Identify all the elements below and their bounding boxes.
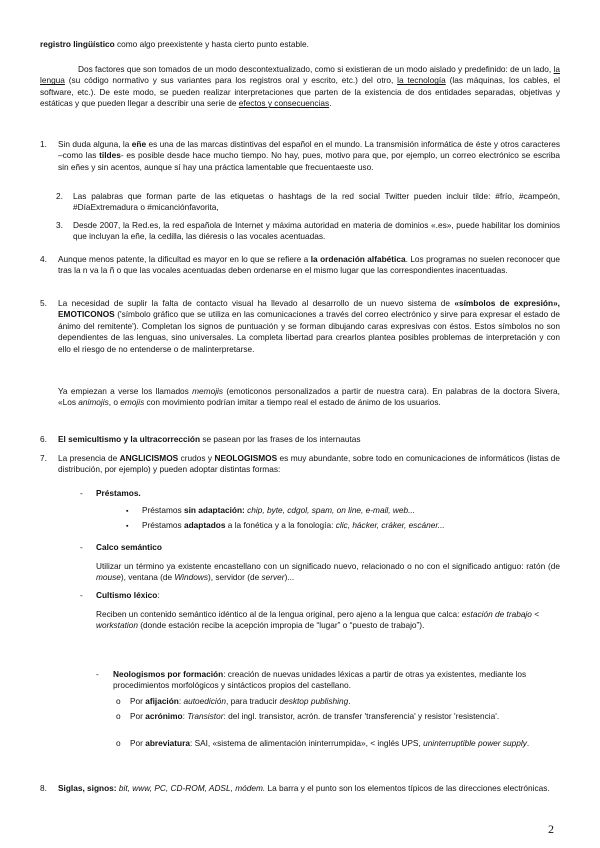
para1-text-c: (las máquinas, los cables, el software, etc.). De este modo, se pueden realizar interpretaciones que parten de la existencia de dos entidades separadas, objetivas y estáticas y que pueden llegar a describir una serie de [40,75,560,109]
calco-c: ), servidor (de [208,572,262,583]
neo2-d: : del ingl. transistor, acrón. de transfer 'transferencia' y resistor 'resistencia'. [223,711,500,721]
intro-bold: registro lingüístico [40,39,115,49]
item7-bold-neologismos: NEOLOGISMOS [214,453,278,463]
neo3-c: : SAI, «sistema de alimentación ininterrumpida», < inglés UPS, [189,738,424,748]
calco-dash: - [80,542,83,552]
item5b-i1: memojis [192,386,224,396]
item5b-d: con movimiento podrían imitar a tiempo real el estado de ánimo de los usuarios. [144,397,441,408]
neo1-d: , para traducir [225,696,280,706]
item5b-i2: animojis [78,397,109,408]
item4-a: Aunque menos patente, la dificultad es mayor en lo que se refiere a [58,254,311,264]
item5b-b: (emoticonos personalizados a partir de nuestra cara). En palabras de la doctora Sivera, «Los [58,386,560,408]
intro-text: como algo preexistente y hasta cierto punto estable. [114,39,309,49]
para1-text-a: Dos factores que son tomados de un modo descontextualizado, como si existieran de un modo aislado y predefinido: de un lado, [78,64,554,74]
neo2-text [130,711,560,722]
sub2-text: Las palabras que forman parte de las etiquetas o hashtags de la red social Twitter pueden incluir tilde: #frío, #campeón, #DíaExtremadura o #micanciónfavorita, [73,191,560,213]
cultismo-example: estación de trabajo < workstation [96,609,540,631]
item8-c: La barra y el punto son los elementos típicos de las direcciones electrónicas. [265,783,550,793]
calco-b: ), ventana (de [120,572,175,583]
para1-lengua: la lengua [40,64,560,86]
item7-c: crudos y [178,453,215,463]
item4-text [58,254,560,277]
neo2-a: Por [130,711,146,721]
neolog-text [113,669,560,692]
item7-number: 7. [40,453,47,463]
item5b-i3: emojis [120,397,145,408]
sub2-number: 2. [56,191,63,201]
para1-text-b: (su código normativo y sus variantes para los registros oral y escrito, etc.) del otro, [64,75,398,86]
neo2-i1: Transistor [187,711,224,721]
item5-text [58,298,560,355]
item1-c: es una de las marcas distintivas del español en el mundo. La transmisión informática de éste y otros caracteres –como las [58,139,560,161]
item5-memojis [58,386,560,409]
calco-text [96,561,560,584]
item4-c: . Los programas no suelen reconocer que tras la n va la ñ o que las vocales acentuadas deben ordenarse en el mismo lugar que las correspondientes inacentuadas. [58,254,560,276]
item5b-a: Ya empiezan a verse los llamados [58,386,193,396]
prestamos-title: Préstamos. [96,488,141,498]
sub3-number: 3. [56,220,63,230]
page-number: 2 [548,822,554,836]
prest1-examples: chip, byte, cdgol, spam, on line, e-mail, web... [244,505,415,515]
item1-d: - es posible desde hace mucho tiempo. No hay, pues, motivo para que, por ejemplo, un correo electrónico se escriba sin eñes y sin acentos, aunque sí hay una práctica lamentable que frecuentaeste uso. [58,150,560,172]
item6-c: se pasean por las frases de los internautas [200,434,361,444]
neo1-a: Por [130,696,146,706]
neolog-desc: : creación de nuevas unidades léxicas a partir de otras ya existentes, mediante los procedimientos morfológicos y sintácticos propios del castellano. [113,669,527,691]
item5-bold: «símbolos de expresión», EMOTICONOS [58,298,560,320]
item5-number: 5. [40,298,47,308]
calco-d: )... [284,572,295,583]
item1-a: Sin duda alguna, la [58,139,132,149]
neo3-bold: abreviatura [145,738,190,748]
neo2-c: : [182,711,188,721]
cultismo-colon: : [157,590,160,600]
prestamos-dash: - [80,488,83,498]
cultismo-text [96,609,560,632]
prest2-bullet: ▪ [126,523,129,530]
item5-a: La necesidad de suplir la falta de contacto visual ha llevado al desarrollo de un nuevo sistema de [58,298,455,308]
calco-a: Utilizar un término ya existente encastellano con un significado nuevo, relacionado o no con el significado antiguo: ratón (de [96,561,560,571]
item1-text [58,139,560,173]
cultismo-title: Cultismo léxico [96,590,158,600]
sub3-text: Desde 2007, la Red.es, la red española de Internet y máxima autoridad en materia de dominios «.es», puede habilitar los dominios que incluyan la eñe, la cedilla, las diéresis o las vocales acentuadas. [73,220,560,242]
para1-efectos: efectos y consecuencias [238,98,330,109]
prest2-bold: adaptados [183,520,226,530]
neo1-text [130,696,560,707]
item5-c: ('símbolo gráfico que se utiliza en las comunicaciones a través del correo electrónico y sirve para expresar el estado de ánimo del remitente'). Completan los signos de puntuación y se forman dibujando caras expresivas con éstos. Estos símbolos no son dependientes de las lenguas, sino universales. La completa libertad para crearlos plantea posibles problemas de interpretación y con ello el riesgo de no entenderse o de malinterpretarse. [58,309,560,354]
item8-bold: Siglas, signos: [58,783,117,793]
prest1-bullet: ▪ [126,508,129,515]
cultismo-b: (donde estación recibe la acepción impropia de “lugar” o “puesto de trabajo”). [137,620,425,631]
neolog-title: Neologismos por formación [113,669,224,679]
neo3-d: . [526,738,530,748]
item5b-c: , o [108,397,121,408]
neo1-i2: desktop publishing [279,696,349,706]
prest2-text [142,520,560,531]
neo3-text [130,738,560,749]
item7-bold-anglicismos: ANGLICISMOS [119,453,179,463]
item6-text [58,434,560,445]
neo2-bold: acrónimo [145,711,183,721]
cultismo-a: Reciben un contenido semántico idéntico al de la lengua original, pero ajeno a la lengua que calca: [96,609,462,619]
neo2-bullet: o [116,711,121,721]
item8-text [58,783,560,794]
item6-bold: El semicultismo y la ultracorrección [58,434,201,444]
calco-windows: Windows [174,572,209,583]
cultismo-dash: - [80,590,83,600]
neo3-a: Por [130,738,146,748]
prest1-bold: sin adaptación: [183,505,245,515]
neo1-i1: autoedición [183,696,226,706]
prest2-a: Préstamos [142,520,184,530]
calco-title: Calco semántico [96,542,162,552]
neo3-bullet: o [116,738,121,748]
neo1-bullet: o [116,696,121,706]
para1-text-d: . [329,98,332,109]
calco-mouse: mouse [96,572,121,583]
item1-number: 1. [40,139,47,149]
intro-line [40,39,560,50]
item8-examples: bit, www, PC, CD-ROM, ADSL, módem. [116,783,266,793]
neo1-bold: afijación [145,696,179,706]
item6-number: 6. [40,434,47,444]
item4-number: 4. [40,254,47,264]
item8-number: 8. [40,783,47,793]
paragraph-factors [40,64,560,110]
item7-text [58,453,560,476]
neo1-c: : [178,696,184,706]
neo1-e: . [348,696,351,706]
cultismo-heading [96,590,160,601]
prest2-examples: clic, hácker, cráker, escáner... [335,520,445,530]
calco-server: server [261,572,285,583]
neo3-i1: uninterruptible power supply [423,738,527,748]
neolog-dash: - [96,669,99,679]
item7-a: La presencia de [58,453,120,463]
item4-bold: la ordenación alfabética [310,254,406,264]
item7-d: es muy abundante, sobre todo en comunicaciones de informáticos (listas de distribución, por ejemplo) y pueden adoptar distintas formas: [58,453,560,475]
item1-bold-ene: eñe [131,139,147,149]
para1-tecnologia: la tecnología [397,75,446,86]
prest2-c: a la fonética y a la fonología: [225,520,336,530]
item1-bold-tildes: tildes [99,150,121,161]
prest1-a: Préstamos [142,505,184,515]
prest1-text [142,505,560,516]
